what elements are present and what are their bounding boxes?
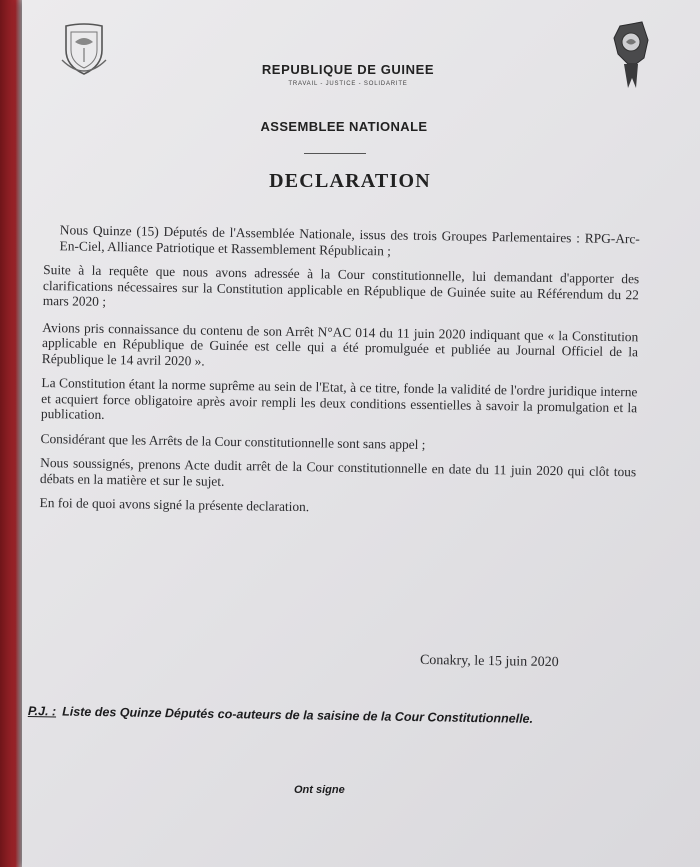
- paragraph-signature-clause: En foi de quoi avons signé la présente declaration.: [39, 494, 310, 515]
- attachment-text: Liste des Quinze Députés co-auteurs de la saisine de la Cour Constitutionnelle.: [62, 704, 534, 726]
- paragraph-constitution: La Constitution étant la norme suprême au sein de l'Etat, à ce titre, fonde la validité de l'ordre juridique interne et acquiert force obligatoire après avoir rempli les deux conditions essentielles à savoir la promulgation et la publication.: [40, 374, 638, 422]
- heading-divider: [304, 153, 366, 154]
- paragraph-acknowledgement: Nous soussignés, prenons Acte dudit arrêt de la Cour constitutionnelle en date du 11 juin 2020 qui clôt tous débats en la matière et sur le sujet.: [39, 454, 637, 489]
- paragraph-ruling: Avions pris connaissance du contenu de son Arrêt N°AC 014 du 11 juin 2020 indiquant que « la Constitution applicable en République de Guinée est celle qui a été promulguée et publiée au Journal Officiel de la République le 14 avril 2020 ».: [41, 319, 639, 369]
- republic-heading: REPUBLIQUE DE GUINEE: [261, 62, 435, 77]
- document-title: DECLARATION: [269, 170, 431, 192]
- place-and-date: Conakry, le 15 juin 2020: [419, 652, 559, 671]
- signatories-label: Ont signe: [294, 784, 345, 796]
- paragraph-considering: Considérant que les Arrêts de la Cour constitutionnelle sont sans appel ;: [40, 430, 426, 452]
- national-motto: TRAVAIL - JUSTICE - SOLIDARITE: [288, 81, 408, 87]
- assembly-heading: ASSEMBLEE NATIONALE: [260, 119, 428, 134]
- paragraph-request: Suite à la requête que nous avons adressée à la Cour constitutionnelle, lui demandant d'apporter des clarifications nécessaires sur la Constitution applicable en République de Guinée suite au Référendum du 22 mars 2020 ;: [42, 261, 640, 309]
- declaration-body: [39, 222, 640, 529]
- paragraph-deputies: Nous Quinze (15) Députés de l'Assemblée Nationale, issus des trois Groupes Parlementaires : RPG-Arc-En-Ciel, Alliance Patriotique et Rassemblement Républicain ;: [59, 222, 640, 258]
- attachment-label: P.J. :: [27, 704, 57, 719]
